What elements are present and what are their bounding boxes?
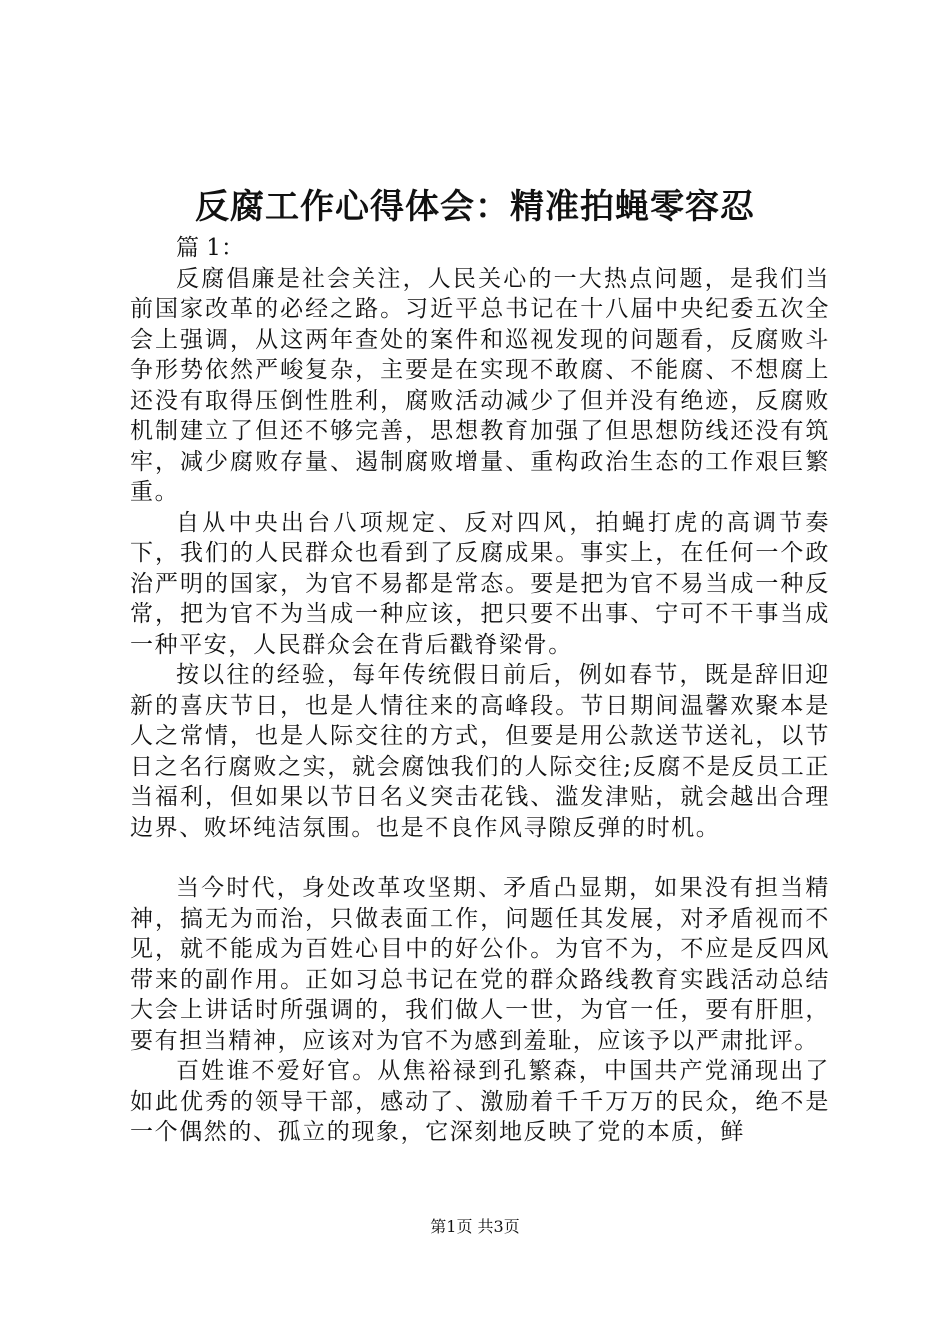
paragraph-gap xyxy=(130,843,830,873)
section-label: 篇 1： xyxy=(176,235,244,261)
page-footer: 第1页 共3页 xyxy=(430,1217,520,1236)
body-paragraph: 百姓谁不爱好官。从焦裕禄到孔繁森，中国共产党涌现出了如此优秀的领导干部，感动了、激励着千千万万的民众，绝不是一个偶然的、孤立的现象，它深刻地反映了党的本质，鲜 xyxy=(130,1058,830,1145)
body-paragraph: 当今时代，身处改革攻坚期、矛盾凸显期，如果没有担当精神，搞无为而治，只做表面工作，问题任其发展，对矛盾视而不见，就不能成为百姓心目中的好公仆。为官不为，不应是反四风带来的副作用。正如习总书记在党的群众路线教育实践活动总结大会上讲话时所强调的，我们做人一世，为官一任，要有肝胆，要有担当精神，应该对为官不为感到羞耻，应该予以严肃批评。 xyxy=(130,875,830,1054)
body-paragraph: 按以往的经验，每年传统假日前后，例如春节，既是辞旧迎新的喜庆节日，也是人情往来的高峰段。节日期间温馨欢聚本是人之常情，也是人际交往的方式，但要是用公款送节送礼，以节日之名行腐败之实，就会腐蚀我们的人际交往;反腐不是反员工正当福利，但如果以节日名义突击花钱、滥发津贴，就会越出合理边界、败坏纯洁氛围。也是不良作风寻隙反弹的时机。 xyxy=(130,662,830,841)
body-paragraph: 自从中央出台八项规定、反对四风，拍蝇打虎的高调节奏下，我们的人民群众也看到了反腐成果。事实上，在任何一个政治严明的国家，为官不易都是常态。要是把为官不易当成一种反常，把为官不为当成一种应该，把只要不出事、宁可不干事当成一种平安，人民群众会在背后戳脊梁骨。 xyxy=(130,509,830,658)
document-title: 反腐工作心得体会：精准拍蝇零容忍 xyxy=(195,187,755,227)
document-body xyxy=(130,233,830,1148)
body-paragraph: 反腐倡廉是社会关注，人民关心的一大热点问题，是我们当前国家改革的必经之路。习近平总书记在十八届中央纪委五次全会上强调，从这两年查处的案件和巡视发现的问题看，反腐败斗争形势依然严峻复杂，主要是在实现不敢腐、不能腐、不想腐上还没有取得压倒性胜利，腐败活动减少了但并没有绝迹，反腐败机制建立了但还不够完善，思想教育加强了但思想防线还没有筑牢，减少腐败存量、遏制腐败增量、重构政治生态的工作艰巨繁重。 xyxy=(130,265,830,505)
